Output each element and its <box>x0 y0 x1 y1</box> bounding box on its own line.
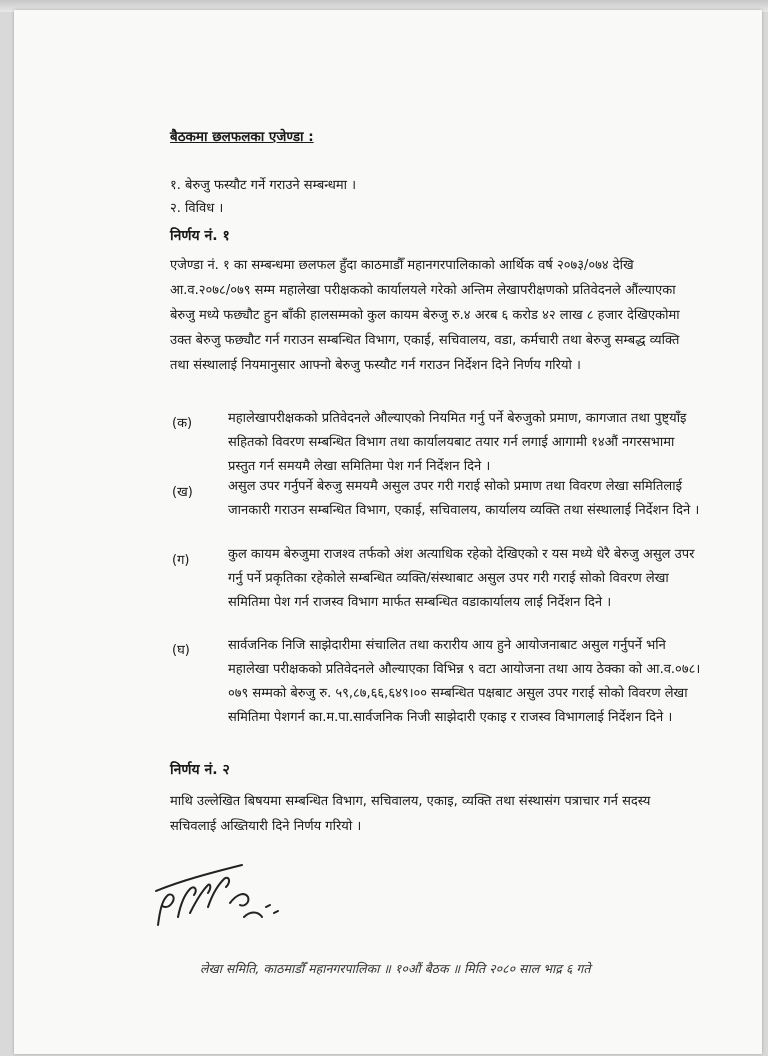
decision-1-body: एजेण्डा नं. १ का सम्बन्धमा छलफल हुँदा काठमाडौँ महानगरपालिकाको आर्थिक वर्ष २०७३/०७४ देखि आ.व.२०७८/०७९ सम्म महालेखा परीक्षकको कार्यालयले गरेको अन्तिम लेखापरीक्षणको प्रतिवेदनले औंल्याएका बेरुजु मध्ये फछ्यौट हुन बाँकी हालसम्मको कुल कायम बेरुजु रु.४ अरब ६ करोड ४२ लाख ८ हजार देखिएकोमा उक्त बेरुजु फछ्यौट गर्न गराउन सम्बन्धित विभाग, एकाई, सचिवालय, वडा, कर्मचारी तथा बेरुजु सम्बद्ध व्यक्ति तथा संस्थालाई नियमानुसार आफ्नो बेरुजु फस्यौट गर्न गराउन निर्देशन दिने निर्णय गरियो । <box>170 258 680 373</box>
decision-1-item-text: असुल उपर गर्नुपर्ने बेरुजु समयमै असुल उपर गरी गराई सोको प्रमाण तथा विवरण लेखा समितिलाई जानकारी गराउन सम्बन्धित विभाग, एकाई, सचिवालय, कार्यालय व्यक्ति तथा संस्थालाई निर्देशन दिने । <box>228 479 700 518</box>
agenda-item-1: १. बेरुजु फस्यौट गर्ने गराउने सम्बन्धमा । <box>170 178 357 193</box>
decision-1-item-text: सार्वजनिक निजि साझेदारीमा संचालित तथा करारीय आय हुने आयोजनाबाट असुल गर्नुपर्ने भनि महालेखा परीक्षकको प्रतिवेदनले औल्याएका विभिन्न ९ वटा आयोजना तथा आय ठेक्का को आ.व.०७८।०७९ सम्मको बेरुजु रु. ५९,८७,६६,६४९।०० सम्बन्धित पक्षबाट असुल उपर गराई सोको विवरण लेखा समितिमा पेशगर्न का.म.पा.सार्वजनिक निजी साझेदारी एकाइ र राजस्व विभागलाई निर्देशन दिने । <box>228 638 701 725</box>
decision-2-title: निर्णय नं. २ <box>170 762 230 778</box>
decision-1-item-label: (ग) <box>172 553 190 568</box>
footer-text: लेखा समिति, काठमाडौँ महानगरपालिका ॥ १०औं बैठक ॥ मिति २०८० साल भाद्र ६ गते <box>200 961 591 976</box>
decision-1-item-text: कुल कायम बेरुजुमा राजश्व तर्फको अंश अत्याधिक रहेको देखिएको र यस मध्ये धेरै बेरुजु असुल उपर गर्नु पर्ने प्रकृतिका रहेकोले सम्बन्धित व्यक्ति/संस्थाबाट असुल उपर गरी गराई सोको विवरण लेखा समितिमा पेश गर्न राजस्व विभाग मार्फत सम्बन्धित वडाकार्यालय लाई निर्देशन दिने । <box>228 547 695 610</box>
decision-2-body: माथि उल्लेखित बिषयमा सम्बन्धित विभाग, सचिवालय, एकाइ, व्यक्ति तथा संस्थासंग पत्राचार गर्न सदस्य सचिवलाई अख्तियारी दिने निर्णय गरियो । <box>170 794 651 834</box>
agenda-heading: बैठकमा छलफलका एजेण्डा : <box>170 129 314 145</box>
decision-1-item-label: (घ) <box>172 643 190 658</box>
decision-1-item-label: (क) <box>172 416 193 431</box>
document-page <box>14 10 762 1054</box>
agenda-item-2: २. विविध । <box>170 201 224 216</box>
decision-1-item-label: (ख) <box>172 485 193 500</box>
handwritten-signature <box>150 855 290 945</box>
decision-1-title: निर्णय नं. १ <box>170 228 230 244</box>
decision-1-item-text: महालेखापरीक्षकको प्रतिवेदनले औल्याएको नियमित गर्नु पर्ने बेरुजुको प्रमाण, कागजात तथा पुष्ट्याँइ सहितको विवरण सम्बन्धित विभाग तथा कार्यालयबाट तयार गर्न लगाई आगामी १४औं नगरसभामा प्रस्तुत गर्न समयमै लेखा समितिमा पेश गर्न निर्देशन दिने । <box>228 411 687 474</box>
